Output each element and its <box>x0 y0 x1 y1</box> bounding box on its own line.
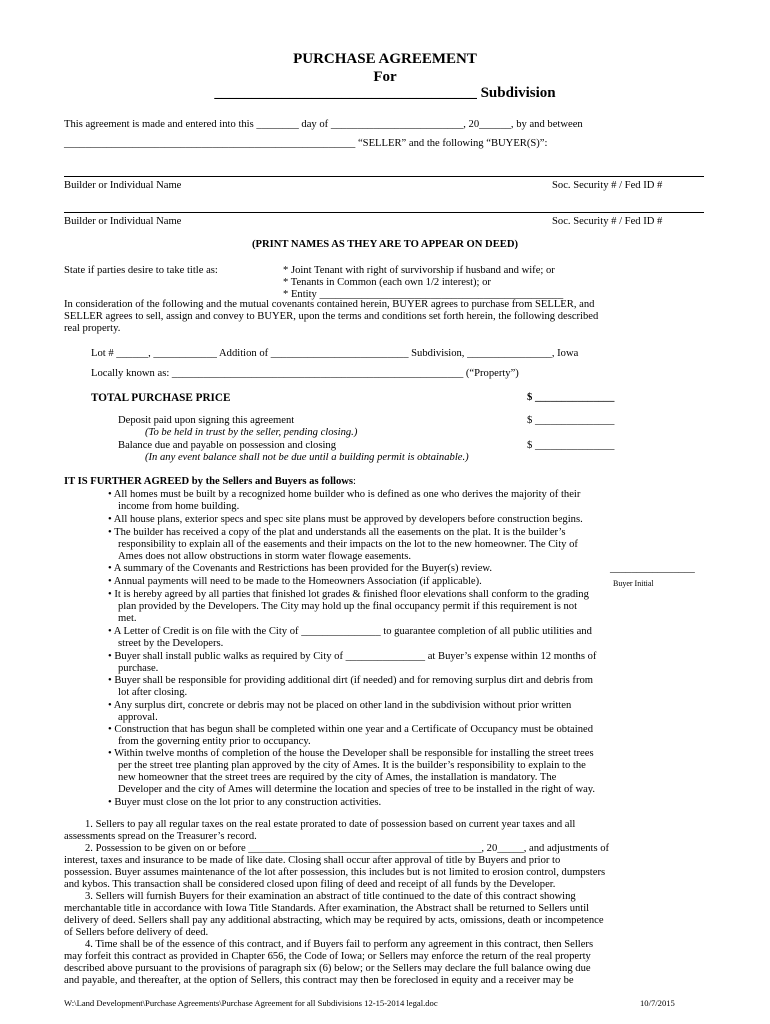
footer-file-path: W:\Land Development\Purchase Agreements\Purchase Agreement for all Subdivisions 12-15-2014 legal.doc <box>64 998 438 1008</box>
bullet-surplus-1: • Any surplus dirt, concrete or debris may not be placed on other land in the subdivision without prior written <box>108 700 572 711</box>
title-option-joint-tenant: * Joint Tenant with right of survivorship if husband and wife; or <box>283 265 555 276</box>
ssn-label-1: Soc. Security # / Fed ID # <box>552 180 663 191</box>
further-agreed-heading <box>64 476 356 488</box>
bullet-plat-3: Ames does not allow obstructions in storm water flowage easements. <box>118 551 412 562</box>
paragraph-2-line-2: interest, taxes and insurance to be made of like date. Closing shall occur after approval of title by Buyers and prior to <box>64 855 561 866</box>
bullet-grades-2: plan provided by the Developers. The City may hold up the final occupancy permit if this requirement is not <box>118 601 578 612</box>
title-options-label: State if parties desire to take title as: <box>64 265 218 276</box>
buyer-signature-rule-2 <box>64 212 704 213</box>
bullet-hoa: • Annual payments will need to be made to the Homeowners Association (if applicable). <box>108 576 482 587</box>
paragraph-2-line-3: possession. Buyer assumes maintenance of the lot after possession, this includes but is not limited to erosion control, dumpsters <box>64 867 606 878</box>
builder-name-label-2: Builder or Individual Name <box>64 216 182 227</box>
bullet-credit-1: • A Letter of Credit is on file with the City of _______________ to guarantee completion of all public utilities and <box>108 626 592 637</box>
print-names-note: (PRINT NAMES AS THEY ARE TO APPEAR ON DEED) <box>251 239 519 250</box>
balance-value: $ _______________ <box>527 440 615 451</box>
bullet-walks-2: purchase. <box>118 663 159 674</box>
bullet-grades-3: met. <box>118 613 137 624</box>
builder-name-label-1: Builder or Individual Name <box>64 180 182 191</box>
bullet-plat-2: responsibility to explain all of the easements and their impacts on the lot to the new homeowner. The City of <box>118 539 578 550</box>
buyer-initial-label: Buyer Initial <box>613 579 654 588</box>
paragraph-2-line-4: and kybos. This transaction shall be considered closed upon filing of deed and receipt of all funds by the Developer. <box>64 879 556 890</box>
further-agreed-heading-text: IT IS FURTHER AGREED by the Sellers and Buyers as follows <box>64 476 354 487</box>
consideration-line-3: real property. <box>64 323 121 334</box>
locally-known-line: Locally known as: _______________________________________________________ (“Property”) <box>91 368 519 379</box>
buyer-signature-rule-1 <box>64 176 704 177</box>
bullet-trees-1: • Within twelve months of completion of the house the Developer shall be responsible for installing the street trees <box>108 748 594 759</box>
bullet-covenants: • A summary of the Covenants and Restrictions has been provided for the Buyer(s) review. <box>108 563 493 574</box>
total-price-value: $ _______________ <box>527 392 615 403</box>
intro-line-2: _______________________________________________________ “SELLER” and the following “BUYER(S)”: <box>64 138 548 149</box>
paragraph-4-line-3: described above pursuant to the provisions of paragraph six (6) below; or the Sellers may declare the full balance owing due <box>64 963 591 974</box>
bullet-construction-2: from the governing entity prior to occupancy. <box>118 736 311 747</box>
balance-note: (In any event balance shall not be due until a building permit is obtainable.) <box>145 452 469 463</box>
paragraph-4-line-4: and payable, and thereafter, at the option of Sellers, this contract may then be foreclosed in equity and a receiver may be <box>64 975 574 986</box>
paragraph-3-line-3: delivery of deed. Sellers shall pay any additional abstracting, which may be required by acts, omissions, death or incompetence <box>64 915 604 926</box>
bullet-trees-2: per the street tree planting plan approved by the city of Ames. It is the builder’s responsibility to explain to the <box>118 760 586 771</box>
title-option-entity: * Entity ______________________________________________ <box>283 289 564 300</box>
total-price-label: TOTAL PURCHASE PRICE <box>91 392 231 404</box>
bullet-close: • Buyer must close on the lot prior to any construction activities. <box>108 797 382 808</box>
bullet-dirt-2: lot after closing. <box>118 687 188 698</box>
bullet-credit-2: street by the Developers. <box>118 638 224 649</box>
bullet-dirt-1: • Buyer shall be responsible for providing additional dirt (if needed) and for removing surplus dirt and debris from <box>108 675 594 686</box>
bullet-builder-2: income from home building. <box>118 501 240 512</box>
paragraph-4-line-2: may forfeit this contract as provided in Chapter 656, the Code of Iowa; or Sellers may enforce the return of the real property <box>64 951 591 962</box>
paragraph-3-line-4: of Sellers before delivery of deed. <box>64 927 209 938</box>
lot-line: Lot # ______, ____________ Addition of __________________________ Subdivision, ________________, Iowa <box>91 348 579 359</box>
document-subtitle-for: For <box>373 69 397 85</box>
paragraph-3-line-2: merchantable title in accordance with Iowa Title Standards. After examination, the Abstract shall be returned to Sellers until <box>64 903 590 914</box>
bullet-trees-3: new homeowner that the street trees are required by the city of Ames, the installation is mandatory. The <box>118 772 557 783</box>
bullet-construction-1: • Construction that has begun shall be completed within one year and a Certificate of Occupancy must be obtained <box>108 724 593 735</box>
bullet-walks-1: • Buyer shall install public walks as required by City of _______________ at Buyer’s expense within 12 months of <box>108 651 597 662</box>
bullet-surplus-2: approval. <box>118 712 158 723</box>
consideration-line-2: SELLER agrees to sell, assign and convey to BUYER, upon the terms and conditions set forth herein, the following described <box>64 311 599 322</box>
bullet-trees-4: Developer and the city of Ames will determine the location and species of tree to be installed in the right of way. <box>118 784 596 795</box>
intro-line-1: This agreement is made and entered into this ________ day of _________________________, 20______, by and between <box>64 119 583 130</box>
further-agreed-heading-colon: : <box>353 476 356 487</box>
paragraph-1-line-2: assessments spread on the Treasurer’s record. <box>64 831 257 842</box>
deposit-value: $ _______________ <box>527 415 615 426</box>
bullet-plat-1: • The builder has received a copy of the plat and understands all the easements on the plat. It is the builder’s <box>108 527 566 538</box>
deposit-note: (To be held in trust by the seller, pending closing.) <box>145 427 358 438</box>
paragraph-4-line-1: 4. Time shall be of the essence of this contract, and if Buyers fail to perform any agreement in this contract, then Sellers <box>85 939 594 950</box>
bullet-builder-1: • All homes must be built by a recognized home builder who is defined as one who derives the majority of their <box>108 489 581 500</box>
paragraph-3-line-1: 3. Sellers will furnish Buyers for their examination an abstract of title continued to the date of this contract showing <box>85 891 576 902</box>
balance-label: Balance due and payable on possession and closing <box>118 440 336 451</box>
bullet-grades-1: • It is hereby agreed by all parties that finished lot grades & finished floor elevations shall conform to the grading <box>108 589 589 600</box>
bullet-plans: • All house plans, exterior specs and spec site plans must be approved by developers before construction begins. <box>108 514 583 525</box>
ssn-label-2: Soc. Security # / Fed ID # <box>552 216 663 227</box>
buyer-initial-line: ________________ <box>610 563 695 574</box>
subdivision-line: ___________________________________ Subdivision <box>214 85 556 101</box>
document-title: PURCHASE AGREEMENT <box>293 51 477 67</box>
title-option-tenants-common: * Tenants in Common (each own 1/2 interest); or <box>283 277 491 288</box>
deposit-label: Deposit paid upon signing this agreement <box>118 415 295 426</box>
footer-date: 10/7/2015 <box>640 998 675 1008</box>
consideration-line-1: In consideration of the following and the mutual covenants contained herein, BUYER agrees to purchase from SELLER, and <box>64 299 595 310</box>
paragraph-1-line-1: 1. Sellers to pay all regular taxes on the real estate prorated to date of possession based on current year taxes and all <box>85 819 576 830</box>
paragraph-2-line-1: 2. Possession to be given on or before ____________________________________________, 20_____, and adjustments of <box>85 843 610 854</box>
